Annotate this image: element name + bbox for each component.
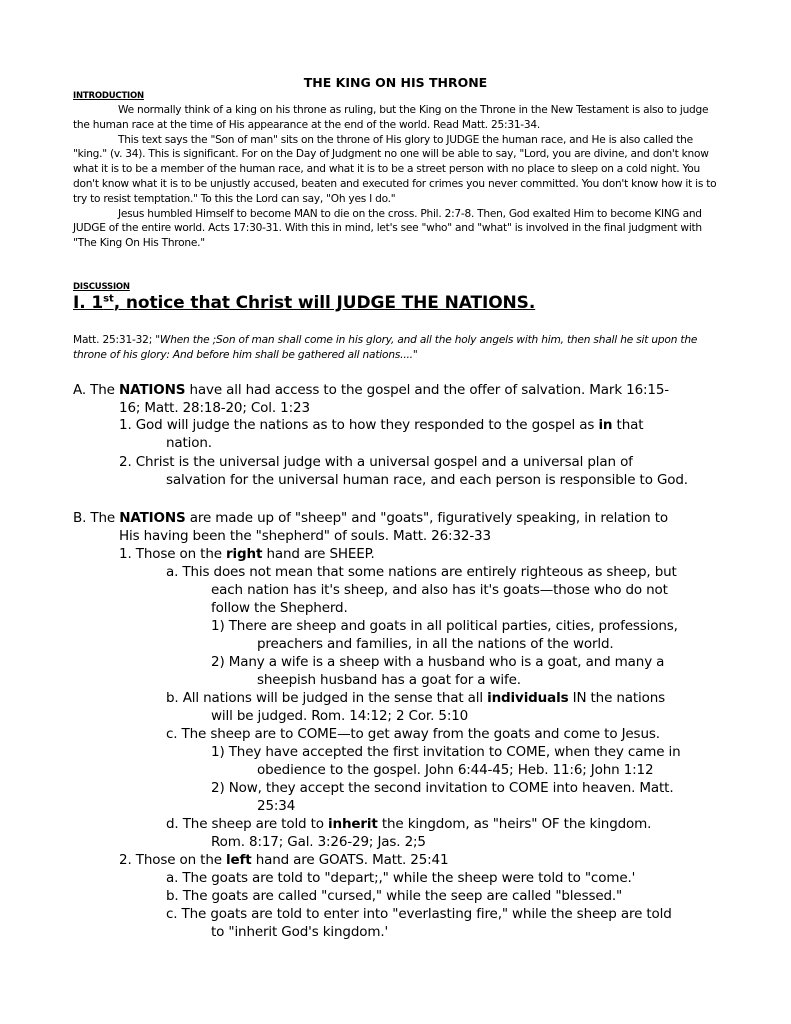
outline-emphasis: individuals [487,690,569,706]
outline-item-b1b-cont: will be judged. Rom. 14:12; 2 Cor. 5:10 [211,708,469,724]
outline-emphasis: right [226,546,263,562]
outline-item-b1b [166,689,665,708]
outline-text: hand are SHEEP. [262,546,375,562]
heading-prefix: I. 1 [73,293,104,313]
outline-emphasis: NATIONS [119,510,186,526]
outline-item-b1d-cont: Rom. 8:17; Gal. 3:26-29; Jas. 2;5 [211,834,426,850]
outline-item-a-cont: 16; Matt. 28:18-20; Col. 1:23 [119,400,310,416]
outline-emphasis: left [226,852,252,868]
outline-text: 2. Those on the [119,852,227,868]
outline-item-b1a-cont1: each nation has it's sheep, and also has it's goats—those who do not [211,582,668,598]
outline-text: the kingdom, as "heirs" OF the kingdom. [377,816,652,832]
outline-item-b2c-cont: to "inherit God's kingdom.' [211,924,389,940]
outline-text: hand are GOATS. Matt. 25:41 [251,852,449,868]
outline-emphasis: NATIONS [118,382,186,398]
outline-item-b [73,509,668,528]
outline-text: B. The [73,510,120,526]
intro-paragraph-2: This text says the "Son of man" sits on the throne of His glory to JUDGE the human race, and He is also called the "king." (v. 34). This is significant. For on the Day of Judgment no one will be able to say, "Lord, you are divine, and don't know what it is to be a member of the human race, and what it is to be a street person with no place to sleep on a cold night. You don't know what it is to be unjustly accused, beaten and executed for crimes you never committed. You don't know how it is to try to resist temptation." To this the Lord can say, "Oh yes I do." [73,133,717,205]
outline-item-b1a: a. This does not mean that some nations are entirely righteous as sheep, but [166,564,677,580]
outline-item-b1c1: 1) They have accepted the first invitation to COME, when they came in [211,744,681,760]
outline-item-b2c: c. The goats are told to enter into "everlasting fire," while the sheep are told [166,906,672,922]
quote-text: "When the ;Son of man shall come in his glory, and all the holy angels with him, then shall he sit upon the throne of his glory: And before him shall be gathered all nations...." [73,334,698,361]
outline-item-b1a2-cont: sheepish husband has a goat for a wife. [257,672,521,688]
outline-item-a2-cont: salvation for the universal human race, and each person is responsible to God. [166,472,688,488]
outline-text: A. The [73,382,119,398]
outline-item-b1 [119,545,375,564]
outline-item-b2 [119,851,448,870]
outline-item-b1a1-cont: preachers and families, in all the nations of the world. [257,636,614,652]
outline-item-b1c1-cont: obedience to the gospel. John 6:44-45; Heb. 11:6; John 1:12 [257,762,654,778]
introduction-label: INTRODUCTION [73,91,144,101]
outline-item-b2a: a. The goats are told to "depart;," while the sheep were told to "come.' [166,870,636,886]
outline-text: that [612,417,644,433]
intro-paragraph-1: We normally think of a king on his throne as ruling, but the King on the Throne in the New Testament is also to judge the human race at the time of His appearance at the end of the world. Read Matt. 25:31-34. [73,104,709,131]
discussion-label: DISCUSSION [73,282,130,292]
page-title: THE KING ON HIS THRONE [303,75,488,90]
outline-text: 1. God will judge the nations as to how they responded to the gospel as [119,417,599,433]
outline-text: have all had access to the gospel and the offer of salvation. Mark 16:15- [185,382,670,398]
introduction-body [73,103,728,251]
heading-text: , notice that Christ will JUDGE THE NATIONS. [113,293,536,313]
outline-text: d. The sheep are told to [166,816,328,832]
quote-reference: Matt. 25:31-32; [73,334,156,346]
outline-item-b1a2: 2) Many a wife is a sheep with a husband who is a goat, and many a [211,654,665,670]
outline-item-b1c: c. The sheep are to COME—to get away from the goats and come to Jesus. [166,726,660,742]
outline-item-a1-cont: nation. [166,435,212,451]
outline-item-b1d [166,815,651,834]
outline-text: IN the nations [568,690,666,706]
intro-paragraph-3: Jesus humbled Himself to become MAN to die on the cross. Phil. 2:7-8. Then, God exalted Him to become KING and JUDGE of the entire world. Acts 17:30-31. With this in mind, let's see "who" and "what" is involved in the final judgment with "The King On His Throne." [73,207,702,250]
outline-emphasis: inherit [328,816,378,832]
outline-item-b-cont: His having been the "shepherd" of souls. Matt. 26:32-33 [119,528,491,544]
outline-item-a [73,381,669,400]
outline-item-a2: 2. Christ is the universal judge with a universal gospel and a universal plan of [119,454,633,470]
outline-item-b2b: b. The goats are called "cursed," while the seep are called "blessed." [166,888,623,904]
outline-item-b1a-cont2: follow the Shepherd. [211,600,348,616]
outline-item-b1a1: 1) There are sheep and goats in all political parties, cities, professions, [211,618,678,634]
heading-superscript: st [103,293,114,305]
section-heading [73,293,535,313]
scripture-quote [73,333,733,363]
outline-emphasis: in [598,417,613,433]
outline-item-a1 [119,416,643,435]
outline-text: 1. Those on the [119,546,227,562]
outline-text: are made up of "sheep" and "goats", figuratively speaking, in relation to [185,510,668,526]
outline-item-b1c2-cont: 25:34 [257,798,296,814]
outline-item-b1c2: 2) Now, they accept the second invitation to COME into heaven. Matt. [211,780,674,796]
outline-text: b. All nations will be judged in the sense that all [166,690,488,706]
